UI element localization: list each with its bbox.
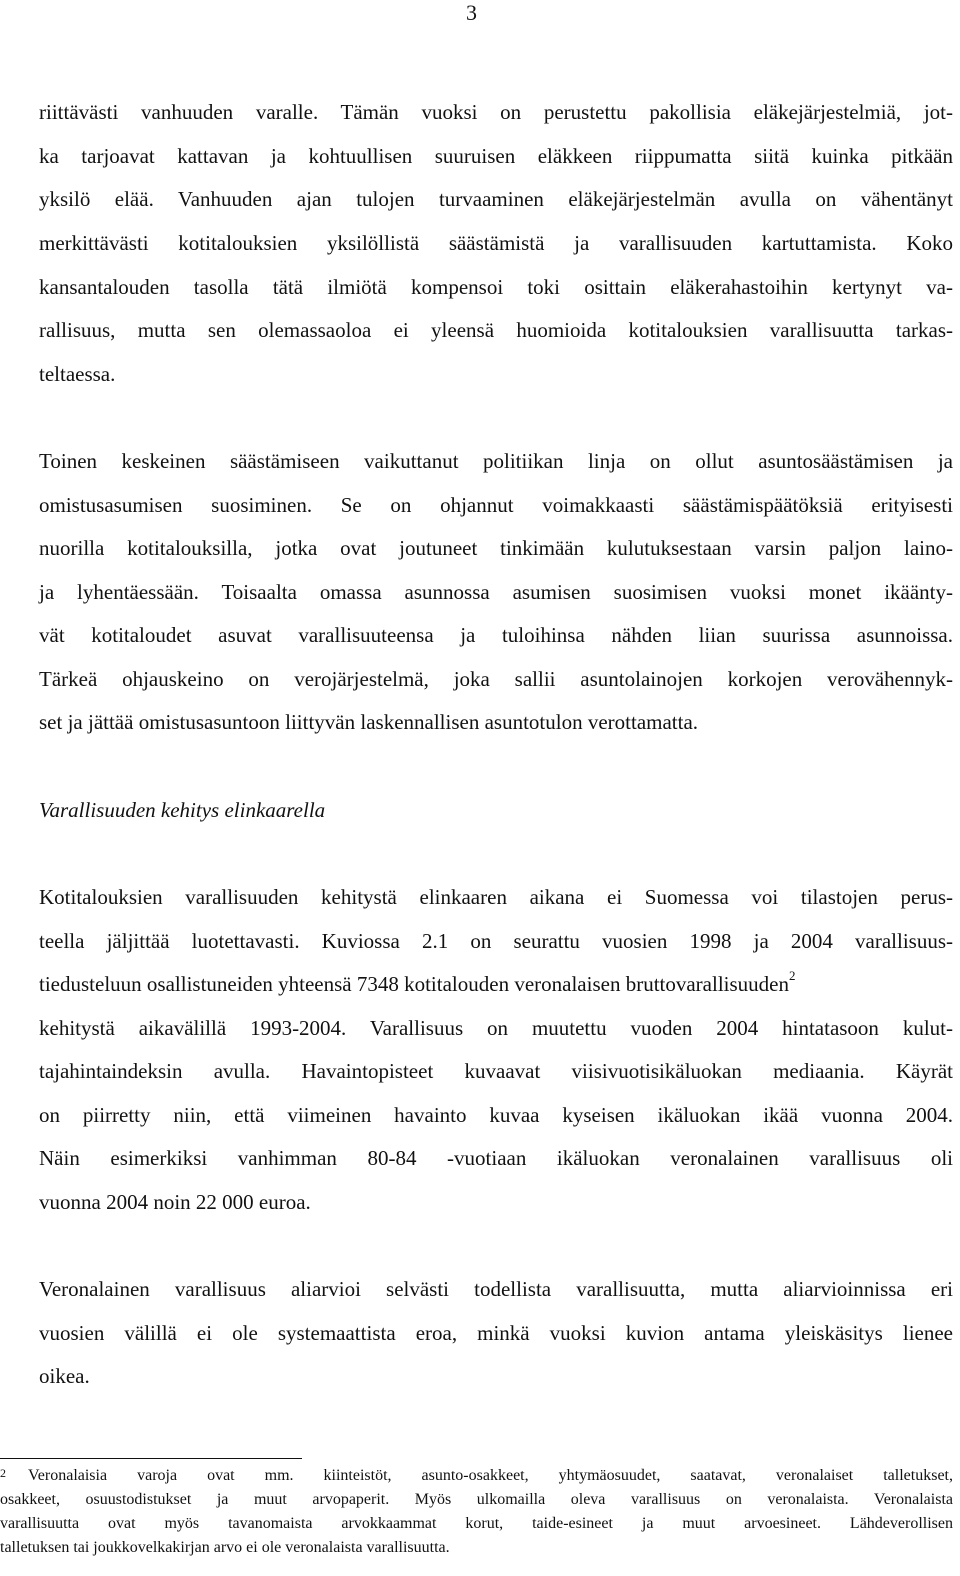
text-line: kehitystä aikavälillä 1993-2004. Varallisuus on muutettu vuoden 2004 hintatasoon kulut- [39, 1016, 953, 1040]
text-line: ka tarjoavat kattavan ja kohtuullisen suuruisen eläkkeen riippumatta siitä kuinka pitkään [39, 144, 953, 168]
text-line: kansantalouden tasolla tätä ilmiötä kompensoi toki osittain eläkerahastoihin kertynyt va- [39, 275, 953, 299]
text-line: Tärkeä ohjauskeino on verojärjestelmä, joka sallii asuntolainojen korkojen verovähennyk- [39, 667, 953, 691]
text-line: Toinen keskeinen säästämiseen vaikuttanut politiikan linja on ollut asuntosäästämisen ja [39, 449, 953, 473]
text-line: on piirretty niin, että viimeinen havainto kuvaa kyseisen ikäluokan ikää vuonna 2004. [39, 1103, 953, 1127]
text-line: ja lyhentäessään. Toisaalta omassa asunnossa asumisen suosimisen vuoksi monet ikäänty- [39, 580, 953, 604]
text-line: yksilö elää. Vanhuuden ajan tulojen turvaaminen eläkejärjestelmän avulla on vähentänyt [39, 187, 953, 211]
text-line: riittävästi vanhuuden varalle. Tämän vuoksi on perustettu pakollisia eläkejärjestelmiä, jot- [39, 100, 953, 124]
text-line: merkittävästi kotitalouksien yksilöllistä säästämistä ja varallisuuden kartuttamista. Koko [39, 231, 953, 255]
text-line-content: tiedusteluun osallistuneiden yhteensä 7348 kotitalouden veronalaisen bruttovarallisuuden [39, 972, 789, 996]
text-line: tajahintaindeksin avulla. Havaintopisteet kuvaavat viisivuotisikäluokan mediaania. Käyrät [39, 1059, 953, 1083]
text-line: Näin esimerkiksi vanhimman 80-84 -vuotiaan ikäluokan veronalainen varallisuus oli [39, 1146, 953, 1170]
text-line: teltaessa. [39, 362, 116, 386]
section-heading: Varallisuuden kehitys elinkaarella [39, 798, 326, 822]
text-line: nuorilla kotitalouksilla, jotka ovat joutuneet tinkimään kulutuksestaan varsin paljon laino- [39, 536, 953, 560]
footnote-reference: 2 [789, 968, 796, 983]
text-line: Kotitalouksien varallisuuden kehitystä elinkaaren aikana ei Suomessa voi tilastojen perus- [39, 885, 953, 909]
text-line: vuonna 2004 noin 22 000 euroa. [39, 1190, 311, 1214]
footnote-divider [0, 1458, 302, 1459]
footnote-line: varallisuutta ovat myös tavanomaista arvokkaammat korut, taide-esineet ja muut arvoesineet. Lähdeverollisen [0, 1515, 953, 1532]
footnote-line [28, 1466, 953, 1486]
page-number: 3 [466, 0, 477, 25]
text-line: teella jäljittää luotettavasti. Kuviossa 2.1 on seurattu vuosien 1998 ja 2004 varallisuus- [39, 929, 953, 953]
text-line: vuosien välillä ei ole systemaattista eroa, minkä vuoksi kuvion antama yleiskäsitys lienee [39, 1321, 953, 1345]
footnote-line: osakkeet, osuustodistukset ja muut arvopaperit. Myös ulkomailla oleva varallisuus on veronalaista. Veronalaista [0, 1491, 953, 1508]
text-line [39, 968, 939, 1000]
text-line: vät kotitaloudet asuvat varallisuuteensa ja tuloihinsa nähden liian suurissa asunnoissa. [39, 623, 953, 647]
footnote-line: talletuksen tai joukkovelkakirjan arvo ei ole veronalaista varallisuutta. [0, 1539, 450, 1556]
text-line: omistusasumisen suosiminen. Se on ohjannut voimakkaasti säästämispäätöksiä erityisesti [39, 493, 953, 517]
text-line: oikea. [39, 1364, 90, 1388]
text-line: rallisuus, mutta sen olemassaoloa ei yleensä huomioida kotitalouksien varallisuutta tarkas- [39, 318, 953, 342]
footnote-number: 2 [0, 1466, 6, 1480]
text-line: Veronalainen varallisuus aliarvioi selvästi todellista varallisuutta, mutta aliarvioinnissa eri [39, 1277, 953, 1301]
text-line: set ja jättää omistusasuntoon liittyvän laskennallisen asuntotulon verottamatta. [39, 710, 699, 734]
footnote-line-text: Veronalaisia varoja ovat mm. kiinteistöt, asunto-osakkeet, yhtymäosuudet, saatavat, veronalaiset talletukset, [28, 1467, 953, 1484]
